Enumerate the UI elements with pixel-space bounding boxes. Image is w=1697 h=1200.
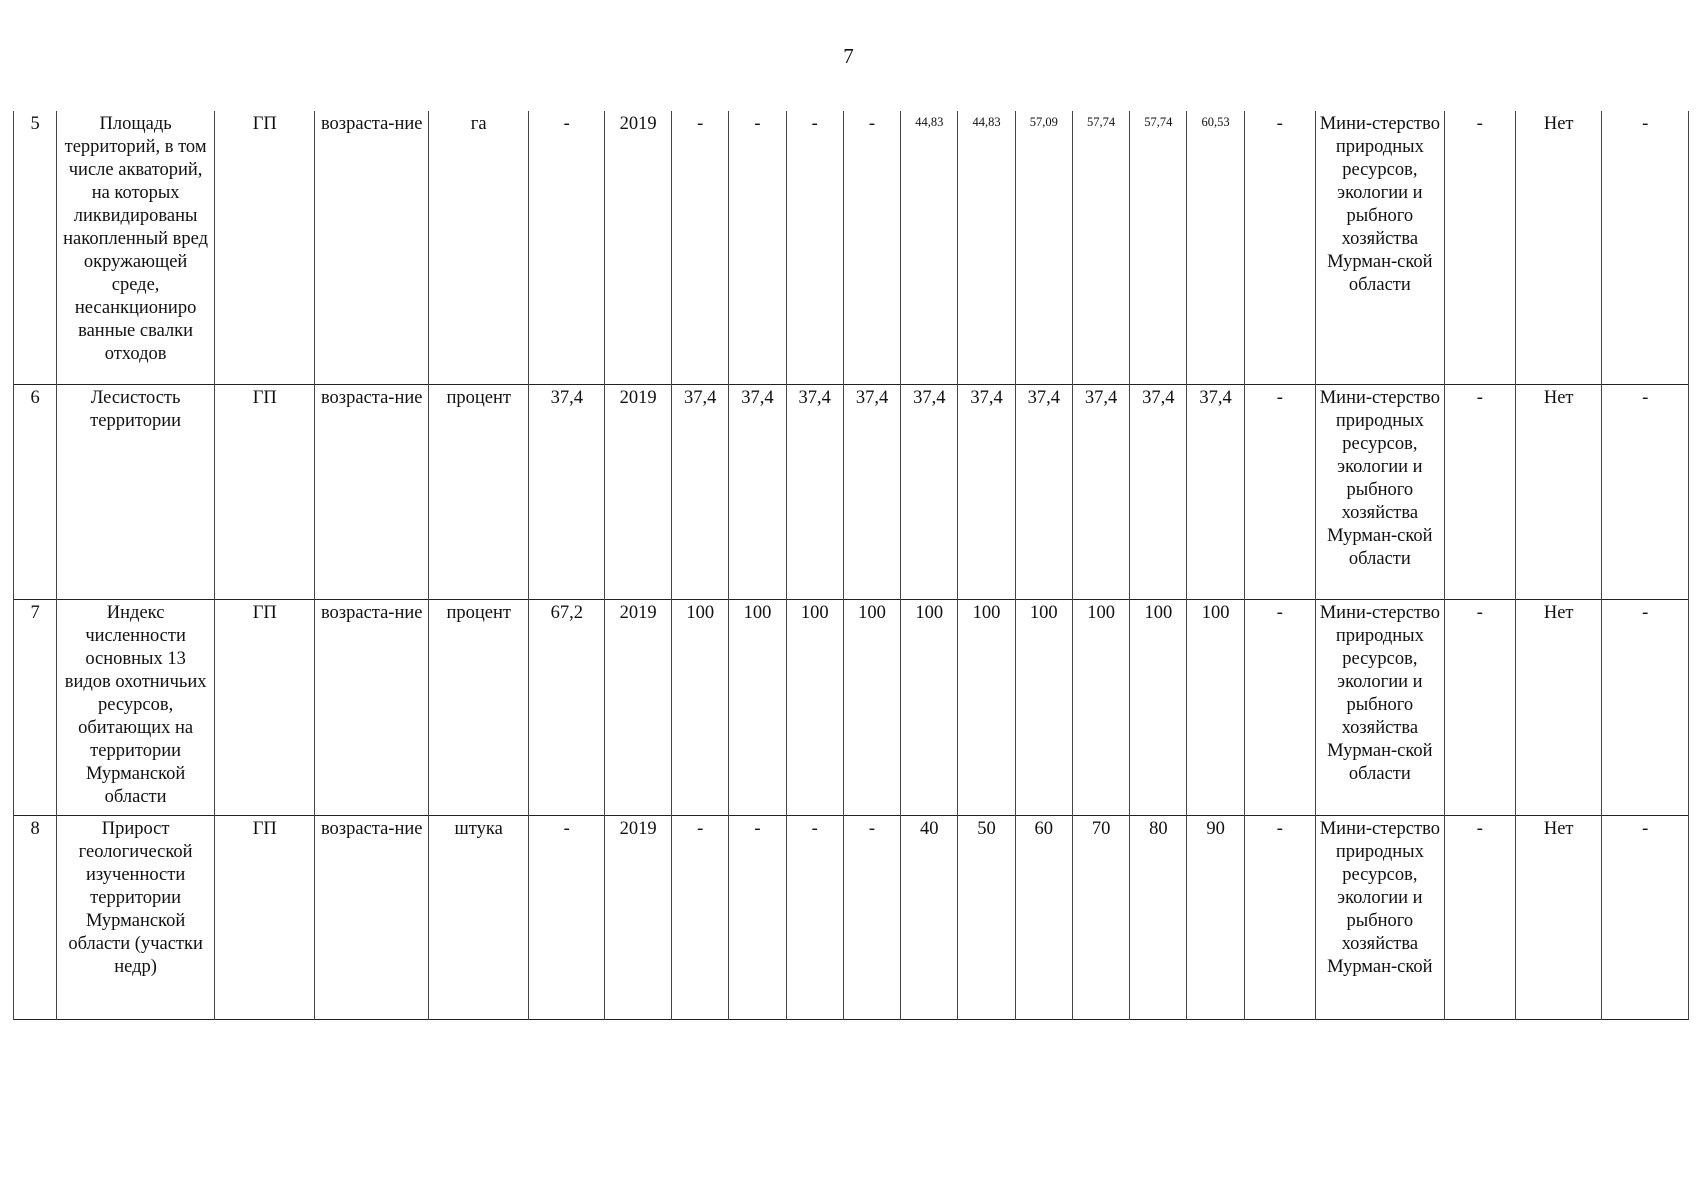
year-value: 100 (1130, 599, 1187, 815)
link-value: - (1444, 599, 1515, 815)
year-value: 44,83 (901, 111, 958, 384)
year-value: 37,4 (1187, 384, 1244, 599)
extra-value: - (1244, 815, 1315, 1019)
year-value: 57,74 (1130, 111, 1187, 384)
indicator-name: Площадь территорий, в том числе акваторий, на которых ликвидированы накопленный вред окружающей среде, несанкциониро ванные свалки отходов (57, 111, 215, 384)
base-year: 2019 (605, 599, 672, 815)
table-row (14, 815, 1689, 1019)
year-value: 60 (1015, 815, 1072, 1019)
year-value: 37,4 (901, 384, 958, 599)
row-number: 5 (14, 111, 57, 384)
extra-value: - (1244, 111, 1315, 384)
year-value: 40 (901, 815, 958, 1019)
year-value: 100 (958, 599, 1015, 815)
year-value: 57,74 (1072, 111, 1129, 384)
year-value: - (729, 815, 786, 1019)
extra-value: - (1244, 599, 1315, 815)
year-value: 60,53 (1187, 111, 1244, 384)
indicator-unit: га (428, 111, 529, 384)
year-value: 100 (901, 599, 958, 815)
row-number: 8 (14, 815, 57, 1019)
flag-value: Нет (1515, 815, 1601, 1019)
year-value: 37,4 (1072, 384, 1129, 599)
note-value: - (1602, 111, 1689, 384)
year-value: 37,4 (958, 384, 1015, 599)
flag-value: Нет (1515, 111, 1601, 384)
year-value: 44,83 (958, 111, 1015, 384)
extra-value: - (1244, 384, 1315, 599)
year-value: 37,4 (1015, 384, 1072, 599)
year-value: 37,4 (672, 384, 729, 599)
responsible-body: Мини-стерство природных ресурсов, экологии и рыбного хозяйства Мурман-ской (1316, 815, 1445, 1019)
indicator-trend: возраста-ние (315, 111, 428, 384)
year-value: 100 (1072, 599, 1129, 815)
year-value: 37,4 (843, 384, 900, 599)
year-value: 100 (1187, 599, 1244, 815)
year-value: - (672, 111, 729, 384)
indicator-level: ГП (214, 815, 315, 1019)
base-value: 67,2 (529, 599, 605, 815)
year-value: - (672, 815, 729, 1019)
note-value: - (1602, 815, 1689, 1019)
link-value: - (1444, 384, 1515, 599)
year-value: 37,4 (786, 384, 843, 599)
year-value: - (843, 111, 900, 384)
note-value: - (1602, 599, 1689, 815)
link-value: - (1444, 111, 1515, 384)
base-year: 2019 (605, 111, 672, 384)
table-row (14, 384, 1689, 599)
year-value: 100 (672, 599, 729, 815)
year-value: 90 (1187, 815, 1244, 1019)
note-value: - (1602, 384, 1689, 599)
year-value: 100 (1015, 599, 1072, 815)
flag-value: Нет (1515, 384, 1601, 599)
responsible-body: Мини-стерство природных ресурсов, экологии и рыбного хозяйства Мурман-ской области (1316, 384, 1445, 599)
year-value: - (786, 111, 843, 384)
link-value: - (1444, 815, 1515, 1019)
year-value: - (786, 815, 843, 1019)
indicator-trend: возраста-ние (315, 815, 428, 1019)
year-value: 80 (1130, 815, 1187, 1019)
base-year: 2019 (605, 384, 672, 599)
flag-value: Нет (1515, 599, 1601, 815)
row-number: 6 (14, 384, 57, 599)
year-value: 57,09 (1015, 111, 1072, 384)
indicator-level: ГП (214, 111, 315, 384)
table-row (14, 599, 1689, 815)
base-value: 37,4 (529, 384, 605, 599)
year-value: 100 (729, 599, 786, 815)
indicator-unit: штука (428, 815, 529, 1019)
table-row (14, 111, 1689, 384)
indicator-level: ГП (214, 384, 315, 599)
indicator-unit: процент (428, 599, 529, 815)
year-value: 50 (958, 815, 1015, 1019)
base-value: - (529, 815, 605, 1019)
year-value: 37,4 (1130, 384, 1187, 599)
indicator-name: Лесистость территории (57, 384, 215, 599)
year-value: 70 (1072, 815, 1129, 1019)
row-number: 7 (14, 599, 57, 815)
indicator-trend: возраста-ние (315, 384, 428, 599)
indicator-trend: возраста-ние (315, 599, 428, 815)
base-year: 2019 (605, 815, 672, 1019)
year-value: 100 (786, 599, 843, 815)
indicators-table (13, 111, 1689, 1020)
year-value: - (729, 111, 786, 384)
indicator-unit: процент (428, 384, 529, 599)
year-value: - (843, 815, 900, 1019)
indicator-name: Прирост геологической изученности территории Мурманской области (участки недр) (57, 815, 215, 1019)
responsible-body: Мини-стерство природных ресурсов, экологии и рыбного хозяйства Мурман-ской области (1316, 599, 1445, 815)
page-number: 7 (843, 44, 854, 68)
year-value: 37,4 (729, 384, 786, 599)
year-value: 100 (843, 599, 900, 815)
base-value: - (529, 111, 605, 384)
indicator-level: ГП (214, 599, 315, 815)
indicator-name: Индекс численности основных 13 видов охотничьих ресурсов, обитающих на территории Мурманской области (57, 599, 215, 815)
responsible-body: Мини-стерство природных ресурсов, экологии и рыбного хозяйства Мурман-ской области (1316, 111, 1445, 384)
